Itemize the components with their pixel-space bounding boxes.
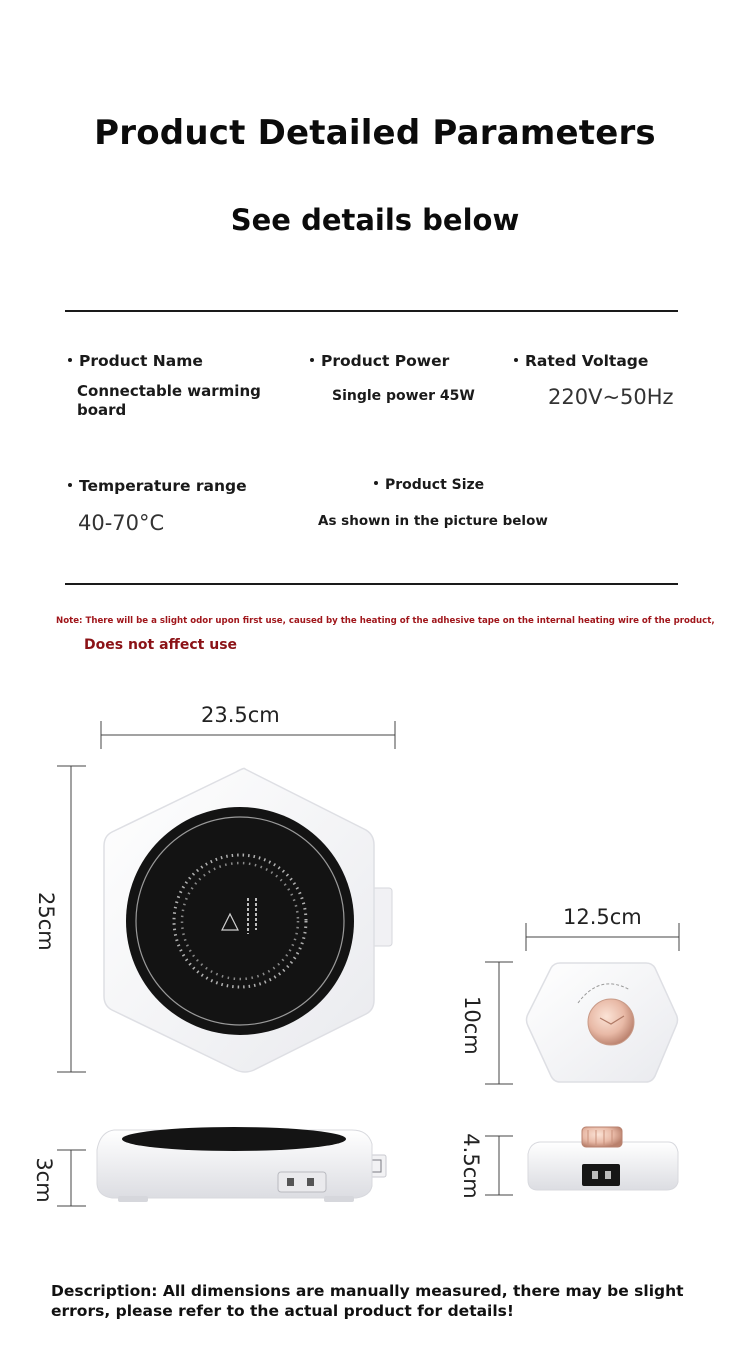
small-warming-board-top-view bbox=[527, 963, 678, 1082]
small-thickness-label: 4.5cm bbox=[459, 1133, 483, 1199]
large-thickness-dimension-line bbox=[57, 1150, 86, 1206]
param-label-product-name: Product Name bbox=[68, 352, 203, 370]
large-width-label: 23.5cm bbox=[201, 703, 280, 727]
param-label-temperature-range: Temperature range bbox=[68, 477, 247, 495]
param-value-rated-voltage: 220V~50Hz bbox=[548, 385, 674, 409]
description-text: Description: All dimensions are manually measured, there may be slight errors, please refer to the actual product for details! bbox=[51, 1282, 684, 1320]
page-title: Product Detailed Parameters bbox=[94, 113, 656, 153]
small-thickness-dimension-line bbox=[485, 1136, 513, 1195]
param-label-product-size: Product Size bbox=[374, 477, 484, 493]
large-thickness-label: 3cm bbox=[32, 1157, 56, 1203]
param-label-product-power: Product Power bbox=[310, 352, 449, 370]
large-height-dimension-line bbox=[57, 766, 86, 1072]
param-value-product-name: Connectable warming board bbox=[77, 382, 261, 419]
large-warming-board-top-view bbox=[104, 768, 392, 1072]
param-value-product-size: As shown in the picture below bbox=[318, 513, 548, 529]
page-subtitle: See details below bbox=[230, 203, 520, 237]
large-warming-board-side-view bbox=[97, 1127, 386, 1202]
large-height-label: 25cm bbox=[34, 892, 58, 951]
note-text: Note: There will be a slight odor upon first use, caused by the heating of the adhesive tape on the internal heating wire of the product, bbox=[56, 616, 715, 626]
param-value-product-power: Single power 45W bbox=[332, 388, 475, 404]
small-height-label: 10cm bbox=[460, 996, 484, 1055]
small-warming-board-side-view bbox=[528, 1127, 678, 1190]
param-label-rated-voltage: Rated Voltage bbox=[514, 352, 648, 370]
small-width-label: 12.5cm bbox=[563, 905, 642, 929]
param-value-temperature-range: 40-70°C bbox=[78, 511, 165, 535]
note-emphasis: Does not affect use bbox=[84, 637, 238, 653]
small-height-dimension-line bbox=[485, 962, 513, 1084]
